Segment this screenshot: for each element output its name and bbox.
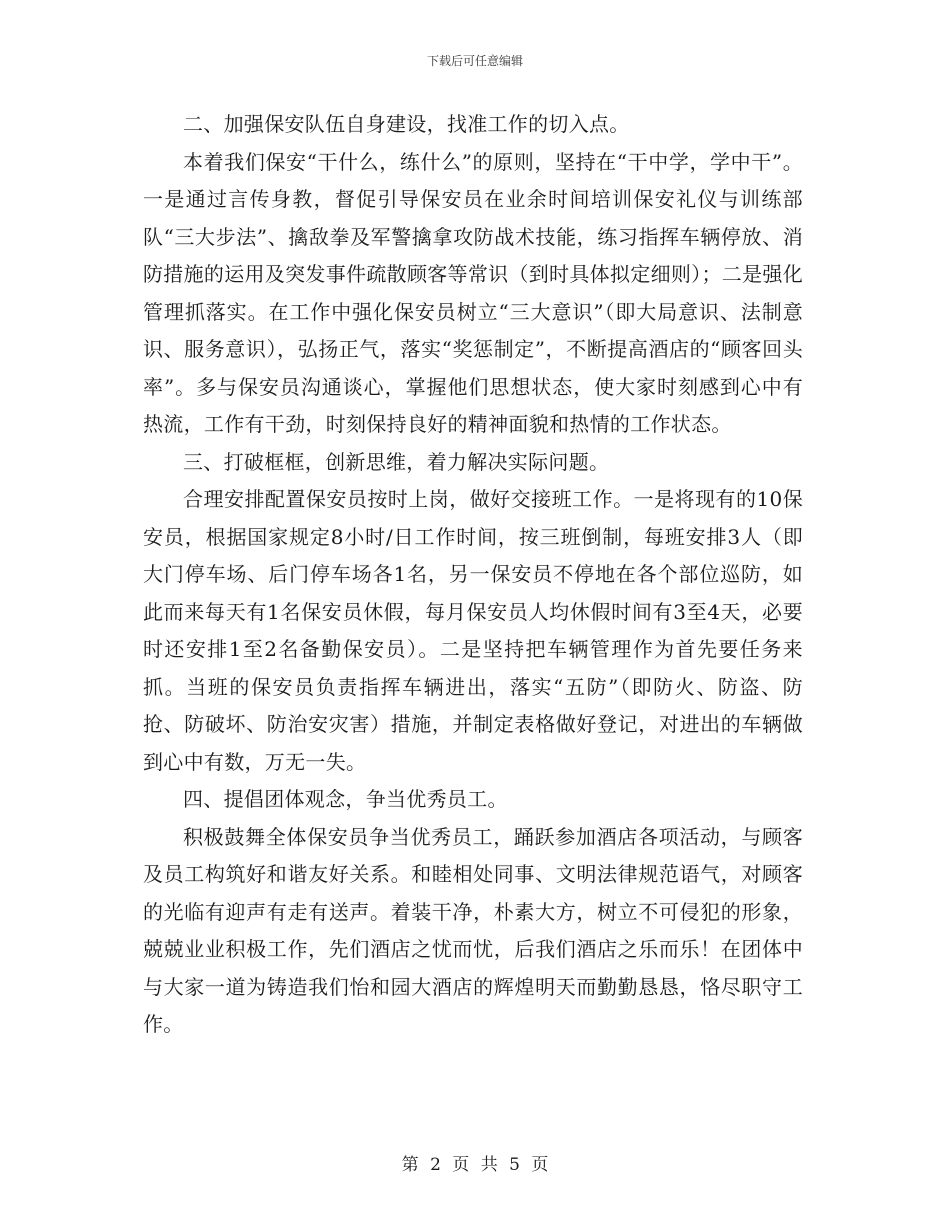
page-number: 第 2 页 共 5 页 bbox=[401, 1155, 549, 1175]
body-paragraph: 积极鼓舞全体保安员争当优秀员工，踊跃参加酒店各项活动，与顾客及员工构筑好和谐友好关系。和睦相处同事、文明法律规范语气，对顾客的光临有迎声有走有送声。着装干净，朴素大方，树立不可侵犯的形象，兢兢业业积极工作，先们酒店之忧而忧，后我们酒店之乐而乐！在团体中与大家一道为铸造我们怡和园大酒店的辉煌明天而勤勤恳恳，恪尽职守工作。 bbox=[143, 824, 803, 1036]
body-paragraph: 本着我们保安“干什么，练什么”的原则，坚持在“干中学，学中干”。一是通过言传身教，督促引导保安员在业余时间培训保安礼仪与训练部队“三大步法”、擒敌拳及军警擒拿攻防战术技能，练习指挥车辆停放、消防措施的运用及突发事件疏散顾客等常识（到时具体拟定细则）；二是强化管理抓落实。在工作中强化保安员树立“三大意识”（即大局意识、法制意识、服务意识），弘扬正气，落实“奖惩制定”，不断提高酒店的“顾客回头率”。多与保安员沟通谈心，掌握他们思想状态，使大家时刻感到心中有热流，工作有干劲，时刻保持良好的精神面貌和热情的工作状态。 bbox=[143, 149, 803, 436]
document-body bbox=[143, 106, 803, 1044]
section-heading-2: 二、加强保安队伍自身建设，找准工作的切入点。 bbox=[183, 112, 630, 136]
page-header: 下载后可任意编辑 bbox=[426, 54, 523, 68]
body-paragraph: 合理安排配置保安员按时上岗，做好交接班工作。一是将现有的10保安员，根据国家规定8小时/日工作时间，按三班倒制，每班安排3人（即大门停车场、后门停车场各1名，另一保安员不停地在各个部位巡防，如此而来每天有1名保安员休假，每月保安员人均休假时间有3至4天，必要时还安排1至2名备勤保安员）。二是坚持把车辆管理作为首先要任务来抓。当班的保安员负责指挥车辆进出，落实“五防”（即防火、防盗、防抢、防破坏、防治安灾害）措施，并制定表格做好登记，对进出的车辆做到心中有数，万无一失。 bbox=[143, 487, 803, 774]
section-heading-3: 三、打破框框，创新思维，着力解决实际问题。 bbox=[183, 449, 610, 474]
section-heading-4: 四、提倡团体观念，争当优秀员工。 bbox=[183, 787, 508, 811]
